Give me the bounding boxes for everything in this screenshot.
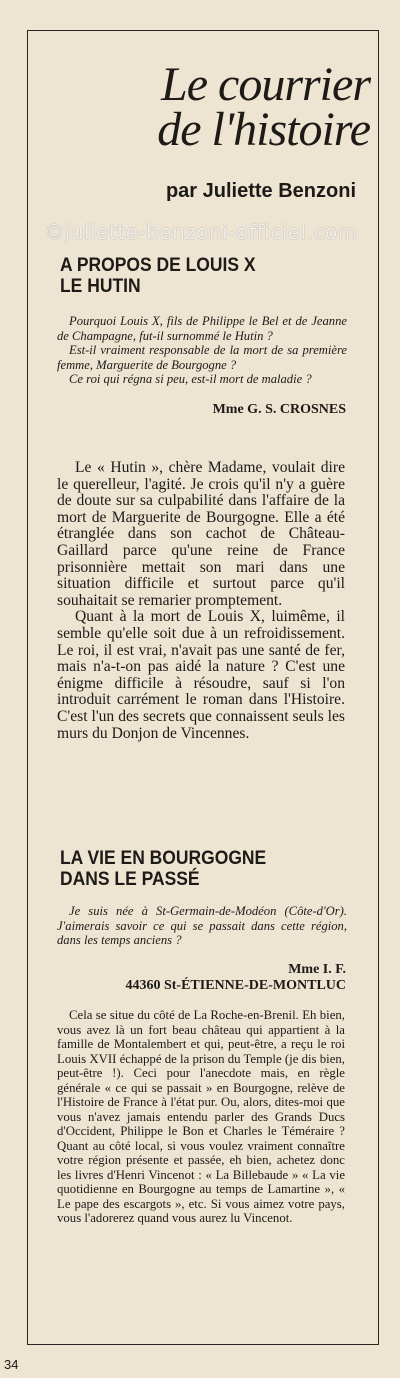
letter1-question [57,314,347,387]
letter2-heading-line-1: LA VIE EN BOURGOGNE [60,848,267,869]
byline: par Juliette Benzoni [165,180,356,202]
letter2-answer-paragraph: Cela se situe du côté de La Roche-en-Brenil. Eh bien, vous avez là un fort beau château qui appartient à la famille de Montalembert et qui, peut-être, a reçu le roi Louis XVII échappé de la prison du Temple (je dis bien, peut-être !). Ceci pour l'anecdote mais, en règle générale « ce qui se passait » en Bourgogne, relève de l'Histoire de France à l'état pur. Ou, alors, dites-moi que vous n'avez jamais entendu parler des Grands Ducs d'Occident, Philippe le Bon et Charles le Téméraire ? Quant au côté local, si vous voulez vraiment connaître votre région présente et passée, eh bien, achetez donc les livres d'Henri Vincenot : « La Billebaude » « La vie quotidienne en Bourgogne au temps de Lamartine », « Le pape des escargots », etc. Si vous aimez votre pays, vous l'adorerez quand vous aurez lu Vincenot. [57,1008,345,1225]
title-line-1: Le courrier [161,58,370,111]
letter1-signature: Mme G. S. CROSNES [212,402,346,417]
page-number: 34 [4,1357,19,1372]
letter2-signature-name: Mme I. F. [288,962,346,977]
letter1-heading [60,255,345,297]
letter1-answer-paragraph: Le « Hutin », chère Madame, voulait dire le querelleur, l'agité. Je crois qu'il n'y a guère de doute sur sa culpabilité dans l'affaire de la mort de Marguerite de Bourgogne. Elle a été étranglée dans son cachot de Château-Gaillard parce qu'une reine de France prisonnière mettait son mari dans une situation difficile et surtout parce qu'il souhaitait se remarier promptement. [57,459,345,609]
letter2-heading [60,848,345,890]
letter1-question-paragraph: Pourquoi Louis X, fils de Philippe le Bel et de Jeanne de Champagne, fut-il surnommé le Hutin ? [57,314,347,343]
title-line-2: de l'histoire [157,103,370,156]
letter1-question-paragraph: Est-il vraiment responsable de la mort de sa première femme, Marguerite de Bourgogne ? [57,343,347,372]
letter1-answer-paragraph: Quant à la mort de Louis X, luimême, il semble qu'elle soit due à un refroidissement. Le roi, il est vrai, n'avait pas une santé de fer, mais n'a-t-on pas aidé la nature ? C'est une énigme difficile à résoudre, sauf si l'on introduit carrément le roman dans l'Histoire. C'est l'un des secrets que connaissent seuls les murs du Donjon de Vincennes. [57,608,345,742]
letter2-question-paragraph: Je suis née à St-Germain-de-Modéon (Côte-d'Or). J'aimerais savoir ce qui se passait dans cette région, dans les temps anciens ? [57,904,347,948]
column-title [40,58,370,156]
letter2-signature [40,962,346,994]
letter1-question-paragraph: Ce roi qui régna si peu, est-il mort de maladie ? [69,372,312,387]
letter1-heading-line-1: A PROPOS DE LOUIS X [60,255,256,276]
watermark: ©juliette-benzoni-officiel.com [44,220,358,244]
letter1-answer [57,460,345,742]
letter2-answer [57,1008,345,1226]
letter1-heading-line-2: LE HUTIN [60,276,141,297]
letter2-question [57,904,347,948]
letter2-signature-address: 44360 St-ÉTIENNE-DE-MONTLUC [125,978,346,993]
letter2-heading-line-2: DANS LE PASSÉ [60,869,200,890]
